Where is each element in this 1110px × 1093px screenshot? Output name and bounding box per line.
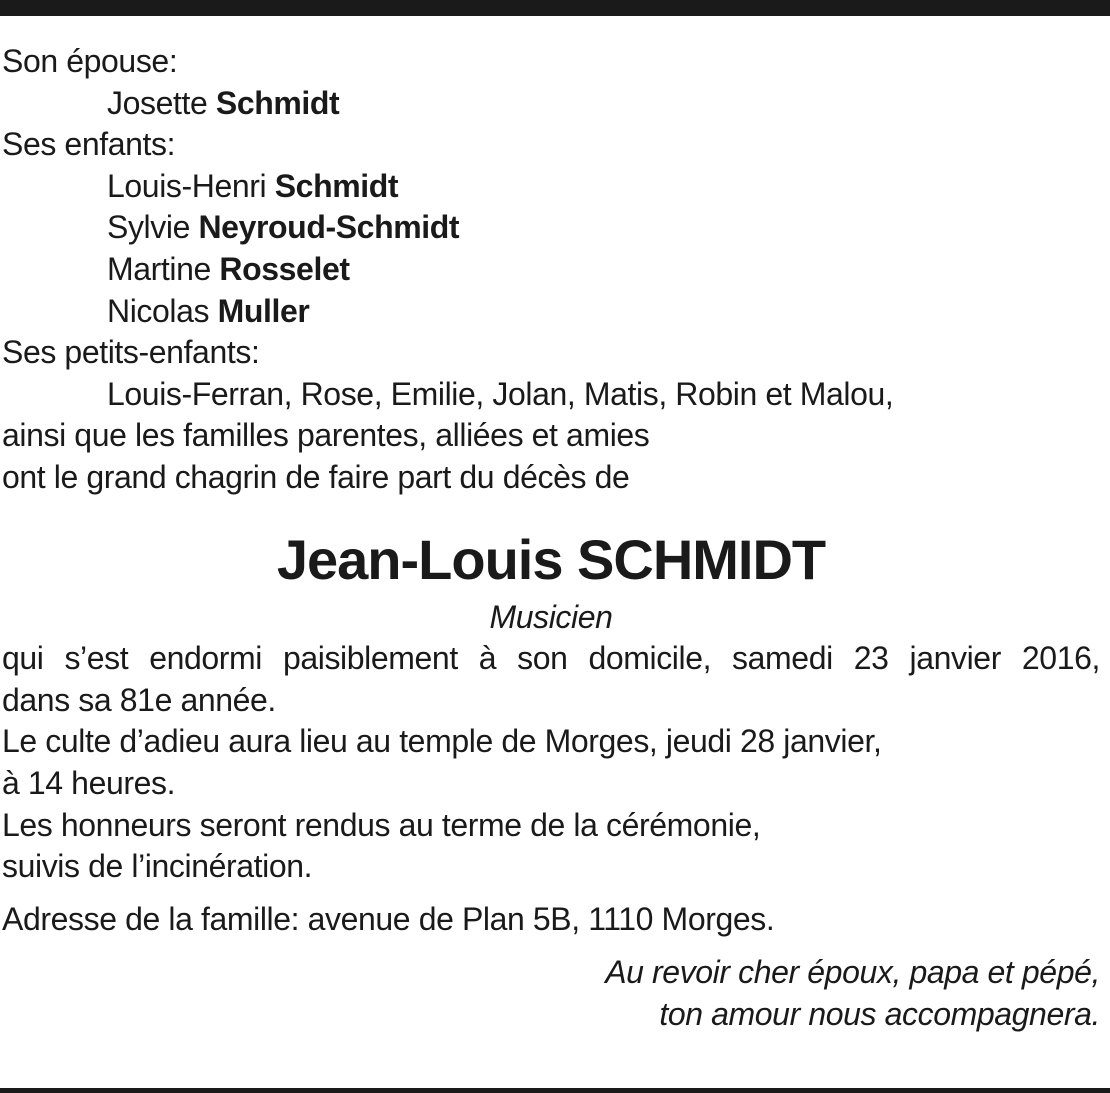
- child-name: [2, 249, 1100, 291]
- age-line: dans sa 81e année.: [2, 681, 276, 718]
- top-border-rule: [0, 0, 1110, 16]
- child-last-name: Schmidt: [274, 167, 399, 204]
- death-notice: [2, 41, 1100, 1035]
- service-time-line: à 14 heures.: [2, 764, 176, 801]
- announcement-line: ont le grand chagrin de faire part du décès de: [2, 458, 630, 495]
- child-first-name: Sylvie: [107, 209, 190, 246]
- family-address: Adresse de la famille: avenue de Plan 5B, 1110 Morges.: [2, 900, 775, 937]
- deceased-profession: Musicien: [489, 598, 613, 635]
- bottom-border-rule: [0, 1088, 1110, 1093]
- child-first-name: Louis-Henri: [107, 167, 267, 204]
- honours-line: Les honneurs seront rendus au terme de la cérémonie,: [2, 806, 761, 843]
- service-line: Le culte d’adieu aura lieu au temple de Morges, jeudi 28 janvier,: [2, 723, 882, 760]
- spouse-last-name: Schmidt: [215, 84, 340, 121]
- family-line: ainsi que les familles parentes, alliées et amies: [2, 417, 650, 454]
- passing-line: qui s’est endormi paisiblement à son domicile, samedi 23 janvier 2016,: [2, 640, 1100, 677]
- deceased-name: Jean-Louis SCHMIDT: [276, 527, 826, 591]
- grandchildren-names: Louis-Ferran, Rose, Emilie, Jolan, Matis, Robin et Malou,: [107, 375, 894, 412]
- child-last-name: Rosselet: [219, 250, 350, 287]
- child-name: [2, 207, 1100, 249]
- spouse-first-name: Josette: [107, 84, 208, 121]
- children-heading: Ses enfants:: [2, 126, 176, 163]
- grandchildren-heading: Ses petits-enfants:: [2, 334, 260, 371]
- child-first-name: Martine: [107, 250, 211, 287]
- child-name: [2, 291, 1100, 333]
- farewell-line: Au revoir cher époux, papa et pépé,: [605, 954, 1100, 991]
- child-first-name: Nicolas: [107, 292, 210, 329]
- child-last-name: Neyroud-Schmidt: [198, 209, 460, 246]
- child-name: [2, 166, 1100, 208]
- spouse-name: [2, 83, 1100, 125]
- child-last-name: Muller: [217, 292, 310, 329]
- farewell-line: ton amour nous accompagnera.: [659, 995, 1100, 1032]
- farewell-message: [2, 952, 1100, 1035]
- spouse-heading: Son épouse:: [2, 43, 178, 79]
- cremation-line: suivis de l’incinération.: [2, 848, 313, 885]
